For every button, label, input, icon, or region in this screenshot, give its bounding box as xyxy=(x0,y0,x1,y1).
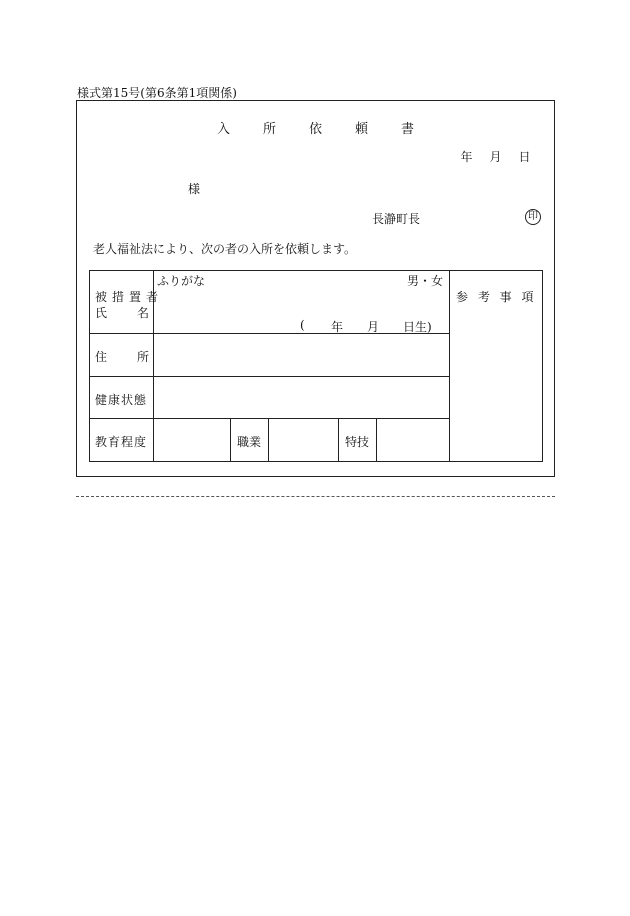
address-label-a: 住 xyxy=(95,350,108,364)
document-title xyxy=(76,118,555,137)
date-month-label: 月 xyxy=(489,150,502,164)
occupation-label: 職業 xyxy=(237,435,262,449)
date-year-label: 年 xyxy=(460,150,473,164)
table-border-bottom xyxy=(89,461,543,462)
remarks-label: 参 考 事 項 xyxy=(456,290,537,304)
title-char: 依 xyxy=(308,122,322,137)
birth-day-label: 日生) xyxy=(403,320,432,334)
birth-paren-open: ( xyxy=(300,318,305,332)
request-sentence: 老人福祉法により、次の者の入所を依頼します。 xyxy=(93,242,357,256)
table-border-top xyxy=(89,270,543,271)
form-number: 様式第15号(第6条第1項関係) xyxy=(77,86,237,100)
seal-mark: 印 xyxy=(525,209,541,225)
birth-month-label: 月 xyxy=(367,320,380,334)
name-label-line1: 被措置者 xyxy=(95,290,164,304)
birth-year-label: 年 xyxy=(331,320,344,334)
occupation-divider xyxy=(338,418,339,462)
education-label: 教育程度 xyxy=(95,435,148,449)
addressee-suffix: 様 xyxy=(188,182,201,196)
date-line xyxy=(452,148,539,165)
date-day-label: 日 xyxy=(518,150,531,164)
remarks-divider xyxy=(449,270,450,462)
table-border-left xyxy=(89,270,90,462)
skill-label: 特技 xyxy=(345,435,370,449)
title-char: 所 xyxy=(262,122,276,137)
skill-label-divider xyxy=(376,418,377,462)
issuer-name: 長瀞町長 xyxy=(372,212,421,226)
name-label-line2-a: 氏 xyxy=(95,306,108,320)
title-char: 書 xyxy=(400,122,414,137)
row-divider-name xyxy=(89,333,450,334)
furigana-label: ふりがな xyxy=(157,274,206,288)
education-divider xyxy=(230,418,231,462)
title-char: 頼 xyxy=(354,122,368,137)
address-label-b: 所 xyxy=(137,350,150,364)
cut-line-divider xyxy=(76,496,555,497)
occupation-label-divider xyxy=(268,418,269,462)
name-label-line2-b: 名 xyxy=(137,306,150,320)
row-divider-health xyxy=(89,418,450,419)
health-label: 健康状態 xyxy=(95,393,148,407)
title-char: 入 xyxy=(216,122,230,137)
table-border-right xyxy=(542,270,543,462)
row-divider-address xyxy=(89,376,450,377)
sex-options: 男・女 xyxy=(407,274,444,288)
